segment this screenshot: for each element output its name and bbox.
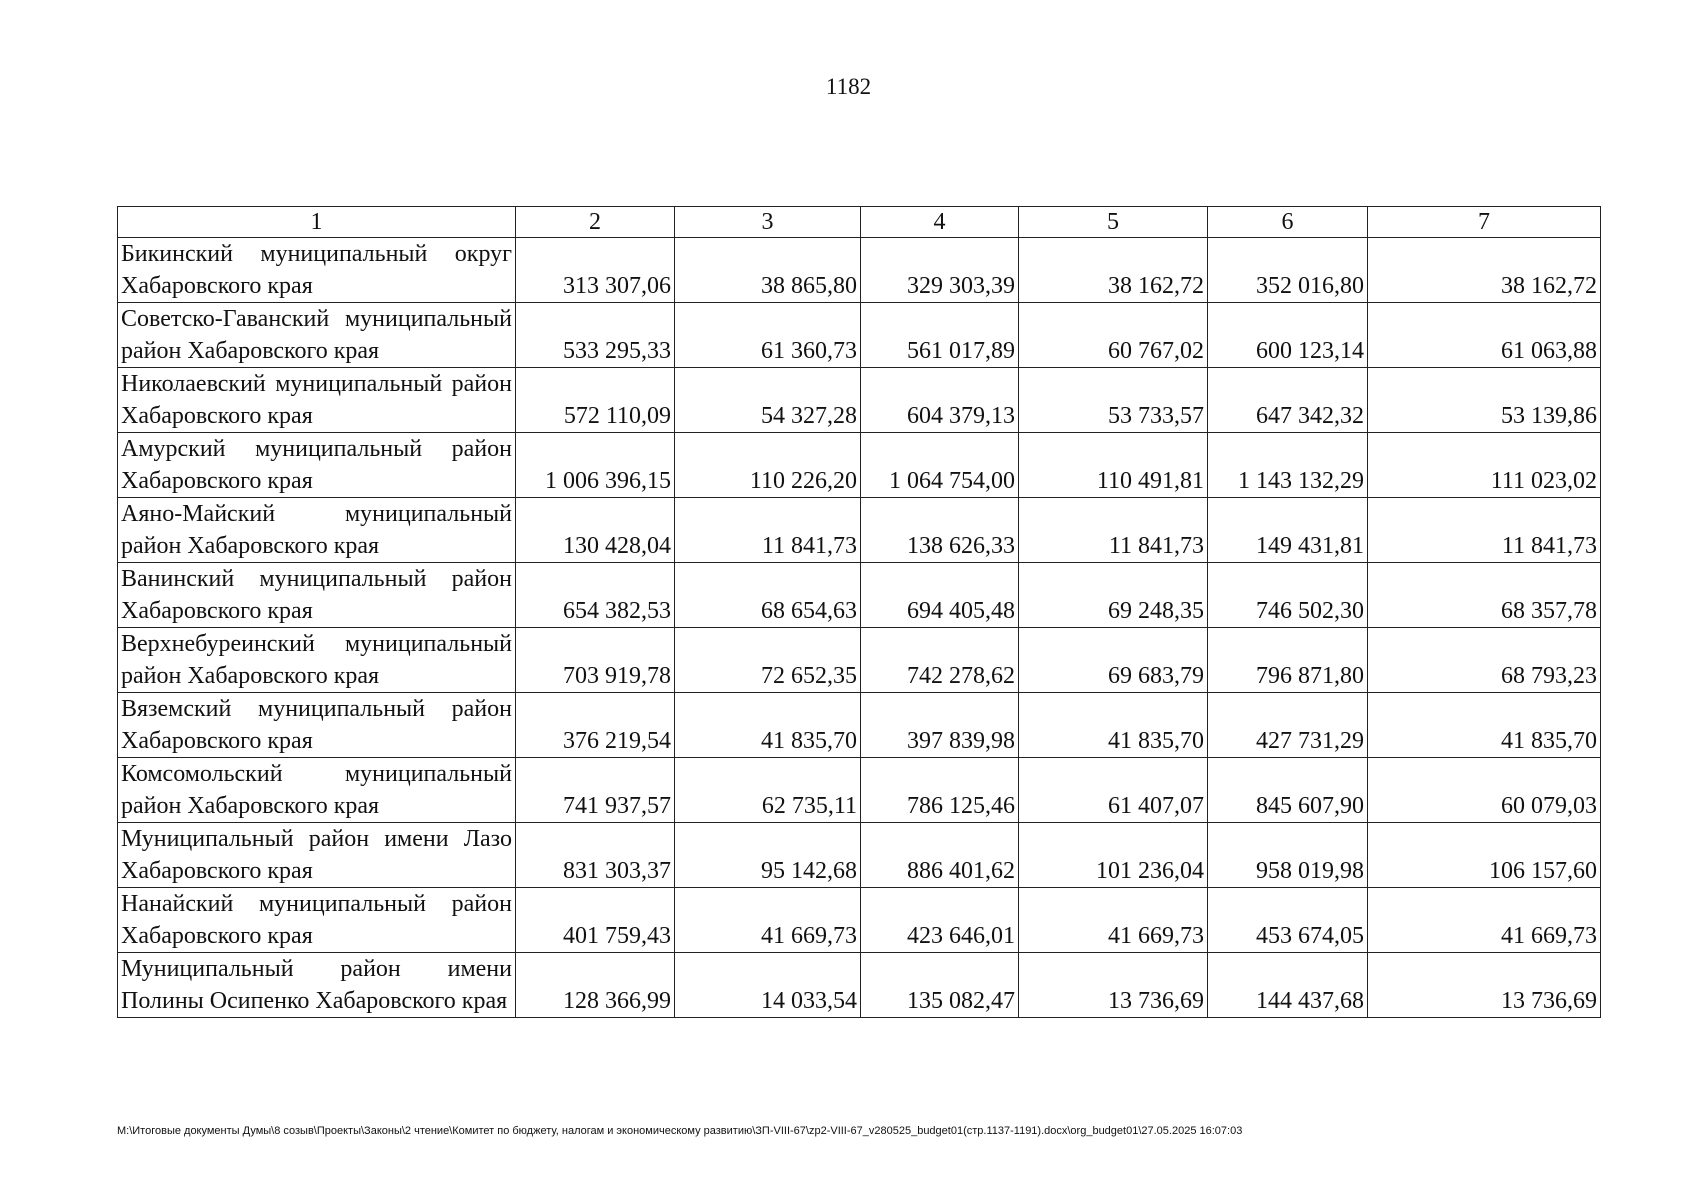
amount-cell: 110 491,81 — [1019, 433, 1208, 498]
amount-cell: 111 023,02 — [1368, 433, 1601, 498]
amount-cell: 313 307,06 — [516, 238, 675, 303]
table-row — [118, 238, 1601, 303]
amount-cell: 329 303,39 — [861, 238, 1019, 303]
amount-cell: 68 793,23 — [1368, 628, 1601, 693]
amount-cell: 11 841,73 — [1019, 498, 1208, 563]
table-row — [118, 433, 1601, 498]
amount-cell: 149 431,81 — [1208, 498, 1368, 563]
budget-table — [117, 206, 1601, 1018]
amount-cell: 845 607,90 — [1208, 758, 1368, 823]
amount-cell: 135 082,47 — [861, 953, 1019, 1018]
amount-cell: 138 626,33 — [861, 498, 1019, 563]
amount-cell: 144 437,68 — [1208, 953, 1368, 1018]
amount-cell: 38 865,80 — [675, 238, 861, 303]
amount-cell: 54 327,28 — [675, 368, 861, 433]
municipality-name: Верхнебуреинский муниципальный район Хабаровского края — [118, 628, 516, 693]
amount-cell: 60 767,02 — [1019, 303, 1208, 368]
municipality-name: Аяно-Майский муниципальный район Хабаровского края — [118, 498, 516, 563]
amount-cell: 654 382,53 — [516, 563, 675, 628]
amount-cell: 38 162,72 — [1019, 238, 1208, 303]
amount-cell: 68 654,63 — [675, 563, 861, 628]
municipality-name: Бикинский муниципальный округ Хабаровского края — [118, 238, 516, 303]
amount-cell: 427 731,29 — [1208, 693, 1368, 758]
amount-cell: 41 669,73 — [675, 888, 861, 953]
amount-cell: 831 303,37 — [516, 823, 675, 888]
table-row — [118, 368, 1601, 433]
amount-cell: 1 064 754,00 — [861, 433, 1019, 498]
amount-cell: 453 674,05 — [1208, 888, 1368, 953]
column-header: 1 — [118, 207, 516, 238]
municipality-name: Муниципальный район имени Лазо Хабаровского края — [118, 823, 516, 888]
amount-cell: 397 839,98 — [861, 693, 1019, 758]
amount-cell: 41 669,73 — [1368, 888, 1601, 953]
amount-cell: 352 016,80 — [1208, 238, 1368, 303]
amount-cell: 401 759,43 — [516, 888, 675, 953]
amount-cell: 376 219,54 — [516, 693, 675, 758]
municipality-name: Комсомольский муниципальный район Хабаровского края — [118, 758, 516, 823]
amount-cell: 61 407,07 — [1019, 758, 1208, 823]
amount-cell: 572 110,09 — [516, 368, 675, 433]
amount-cell: 41 835,70 — [1019, 693, 1208, 758]
amount-cell: 41 669,73 — [1019, 888, 1208, 953]
municipality-name: Советско-Гаванский муниципальный район Хабаровского края — [118, 303, 516, 368]
amount-cell: 110 226,20 — [675, 433, 861, 498]
amount-cell: 68 357,78 — [1368, 563, 1601, 628]
municipality-name: Муниципальный район имени Полины Осипенко Хабаровского края — [118, 953, 516, 1018]
amount-cell: 41 835,70 — [675, 693, 861, 758]
table-row — [118, 628, 1601, 693]
amount-cell: 14 033,54 — [675, 953, 861, 1018]
table-row — [118, 823, 1601, 888]
amount-cell: 106 157,60 — [1368, 823, 1601, 888]
column-header: 2 — [516, 207, 675, 238]
amount-cell: 561 017,89 — [861, 303, 1019, 368]
amount-cell: 742 278,62 — [861, 628, 1019, 693]
table-row — [118, 693, 1601, 758]
amount-cell: 886 401,62 — [861, 823, 1019, 888]
amount-cell: 60 079,03 — [1368, 758, 1601, 823]
amount-cell: 53 139,86 — [1368, 368, 1601, 433]
amount-cell: 95 142,68 — [675, 823, 861, 888]
amount-cell: 746 502,30 — [1208, 563, 1368, 628]
amount-cell: 130 428,04 — [516, 498, 675, 563]
header-row — [118, 207, 1601, 238]
amount-cell: 53 733,57 — [1019, 368, 1208, 433]
amount-cell: 604 379,13 — [861, 368, 1019, 433]
municipality-name: Вяземский муниципальный район Хабаровского края — [118, 693, 516, 758]
amount-cell: 13 736,69 — [1019, 953, 1208, 1018]
municipality-name: Нанайский муниципальный район Хабаровского края — [118, 888, 516, 953]
amount-cell: 958 019,98 — [1208, 823, 1368, 888]
table-row — [118, 303, 1601, 368]
amount-cell: 423 646,01 — [861, 888, 1019, 953]
amount-cell: 786 125,46 — [861, 758, 1019, 823]
table-row — [118, 498, 1601, 563]
amount-cell: 72 652,35 — [675, 628, 861, 693]
column-header: 5 — [1019, 207, 1208, 238]
amount-cell: 1 006 396,15 — [516, 433, 675, 498]
column-header: 6 — [1208, 207, 1368, 238]
amount-cell: 128 366,99 — [516, 953, 675, 1018]
amount-cell: 1 143 132,29 — [1208, 433, 1368, 498]
amount-cell: 647 342,32 — [1208, 368, 1368, 433]
column-header: 7 — [1368, 207, 1601, 238]
amount-cell: 796 871,80 — [1208, 628, 1368, 693]
amount-cell: 101 236,04 — [1019, 823, 1208, 888]
amount-cell: 600 123,14 — [1208, 303, 1368, 368]
municipality-name: Николаевский муниципальный район Хабаровского края — [118, 368, 516, 433]
amount-cell: 61 360,73 — [675, 303, 861, 368]
amount-cell: 533 295,33 — [516, 303, 675, 368]
table-row — [118, 953, 1601, 1018]
table-row — [118, 758, 1601, 823]
amount-cell: 69 683,79 — [1019, 628, 1208, 693]
column-header: 3 — [675, 207, 861, 238]
table-row — [118, 888, 1601, 953]
column-header: 4 — [861, 207, 1019, 238]
page-number: 1182 — [825, 74, 872, 99]
table-row — [118, 563, 1601, 628]
amount-cell: 61 063,88 — [1368, 303, 1601, 368]
amount-cell: 13 736,69 — [1368, 953, 1601, 1018]
amount-cell: 694 405,48 — [861, 563, 1019, 628]
municipality-name: Ванинский муниципальный район Хабаровского края — [118, 563, 516, 628]
amount-cell: 38 162,72 — [1368, 238, 1601, 303]
amount-cell: 69 248,35 — [1019, 563, 1208, 628]
amount-cell: 62 735,11 — [675, 758, 861, 823]
file-path-footer: M:\Итоговые документы Думы\8 созыв\Проекты\Законы\2 чтение\Комитет по бюджету, налогам и экономическому развитию\ЗП-VIII-67\zp2-VIII-67_v280525_budget01(стр.1137-1191).docx\org_budget01\27.05.2025 16:07:03 — [117, 1125, 1243, 1137]
amount-cell: 11 841,73 — [1368, 498, 1601, 563]
amount-cell: 741 937,57 — [516, 758, 675, 823]
amount-cell: 41 835,70 — [1368, 693, 1601, 758]
amount-cell: 703 919,78 — [516, 628, 675, 693]
amount-cell: 11 841,73 — [675, 498, 861, 563]
municipality-name: Амурский муниципальный район Хабаровского края — [118, 433, 516, 498]
